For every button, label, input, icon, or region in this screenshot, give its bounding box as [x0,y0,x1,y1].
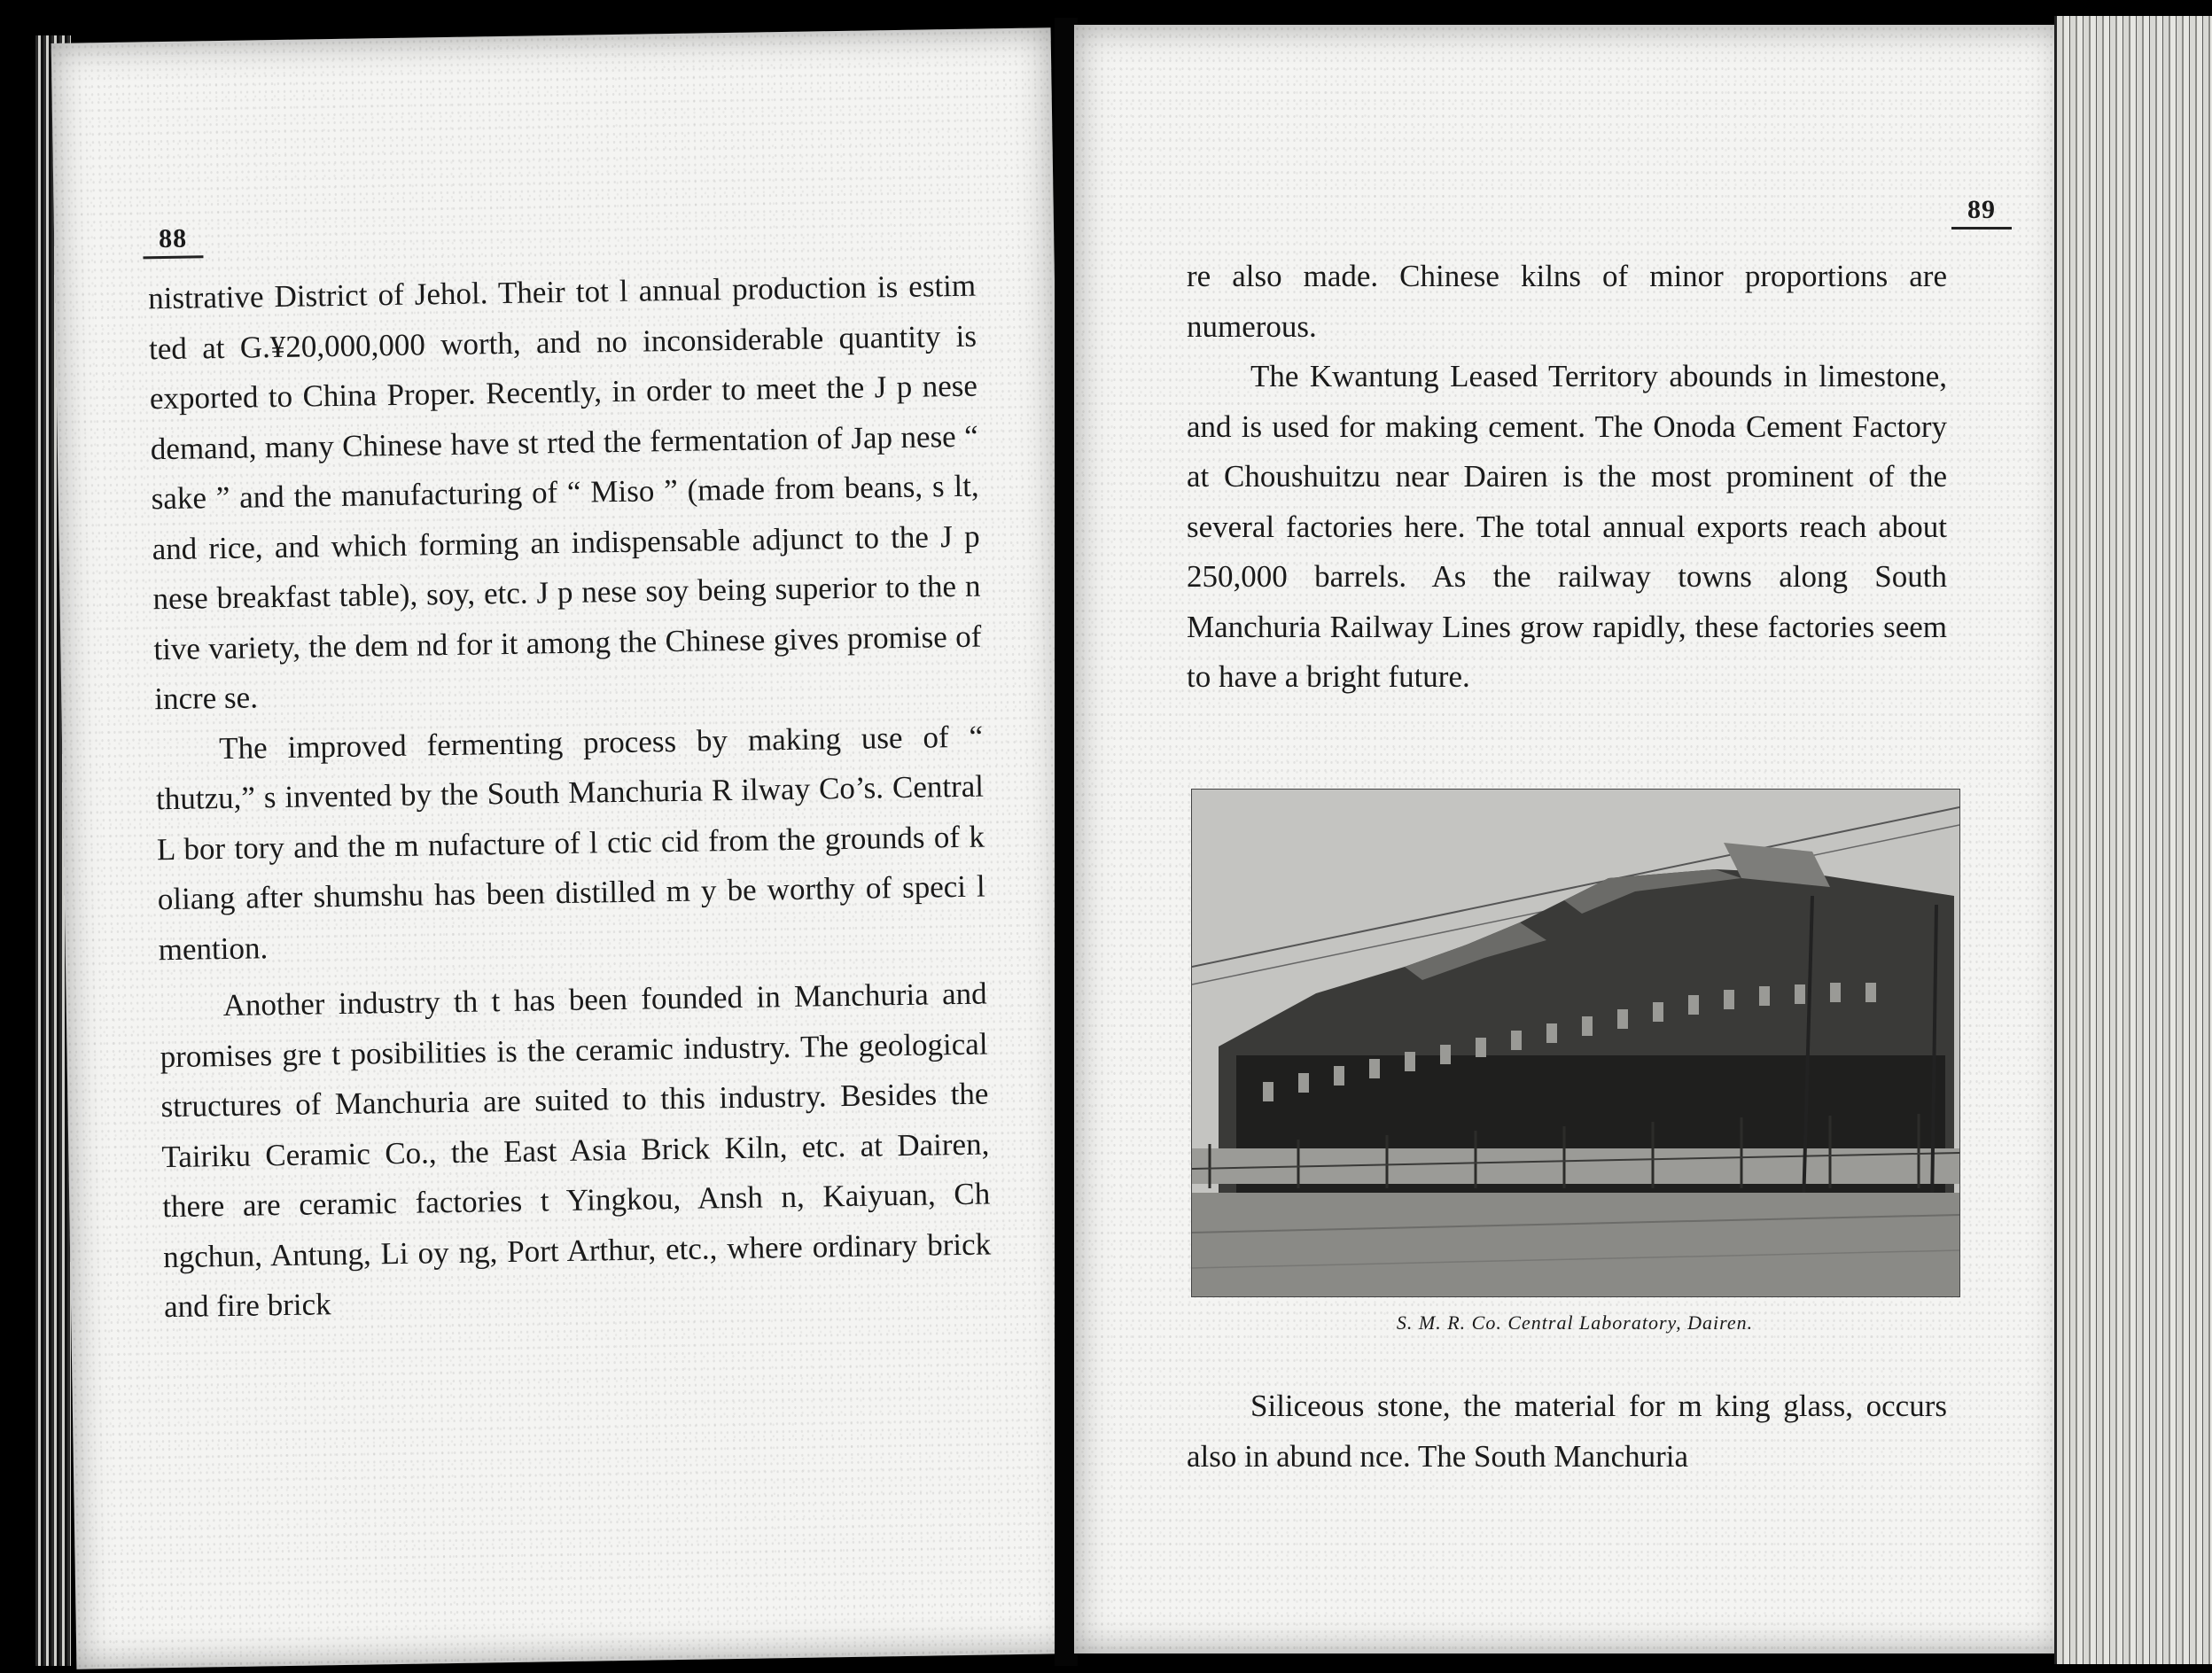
right-page-body-continued [1187,1381,1947,1482]
building-illustration [1192,790,1959,1296]
right-page [1074,25,2067,1654]
laboratory-photo [1191,789,1960,1297]
left-paragraph-1: nistrative District of Jehol. Their tot l annual production is estim ted at G.¥20,000,000 worth, and no inconsiderable quantity is exported to China Proper. Recently, in order to meet the J p nese demand, many Chinese have st rted the fermentation of Jap nese “ sake ” and the manufacturing of “ Miso ” (made from beans, s lt, and rice, and which forming an indispensable adjunct to the J p nese breakfast table), soy, etc. J p nese soy being superior to the n tive variety, the dem nd for it among the Chinese gives promise of incre se. [147,268,982,717]
page-number-right: 89 [1951,195,2012,230]
page-edge [2054,16,2212,1664]
left-paragraph-3: Another industry th t has been founded in Manchuria and promises gre t posibilities is the ceramic industry. The geological structures of Manchuria are suited to this industry. Besides the Tairiku Ceramic Co., the East Asia Brick Kiln, etc. at Dairen, there are ceramic factories t Yingkou, Ansh n, Kaiyuan, Ch ngchun, Antung, Li oy ng, Port Arthur, etc., where ordinary brick and fire brick [160,976,992,1325]
left-paragraph-2: The improved fermenting process by making use of “ thutzu,” s invented by the South Manchuria R ilway Co’s. Central L bor tory and the m nufacture of l ctic cid from the grounds of k oliang after shumshu has been distilled m y be worthy of speci l mention. [155,719,986,967]
page-number-left: 88 [143,223,204,259]
right-paragraph-2: The Kwantung Leased Territory abounds in limestone, and is used for making cement. The Onoda Cement Factory at Choushuitzu near Dairen is the most prominent of the several factories here. The total annual exports reach about 250,000 barrels. As the railway towns along South Manchuria Railway Lines grow rapidly, these factories seem to have a bright future. [1187,359,1947,694]
left-page [51,27,1077,1669]
right-paragraph-1: re also made. Chinese kilns of minor proportions are numerous. [1187,259,1947,344]
figure-caption: S. M. R. Co. Central Laboratory, Dairen. [1396,1311,1754,1334]
right-page-body [1187,252,1947,703]
figure [1191,789,1959,1334]
left-page-body [148,261,993,1333]
right-paragraph-3: Siliceous stone, the material for m king glass, occurs also in abund nce. The South Manchuria [1187,1389,1947,1474]
